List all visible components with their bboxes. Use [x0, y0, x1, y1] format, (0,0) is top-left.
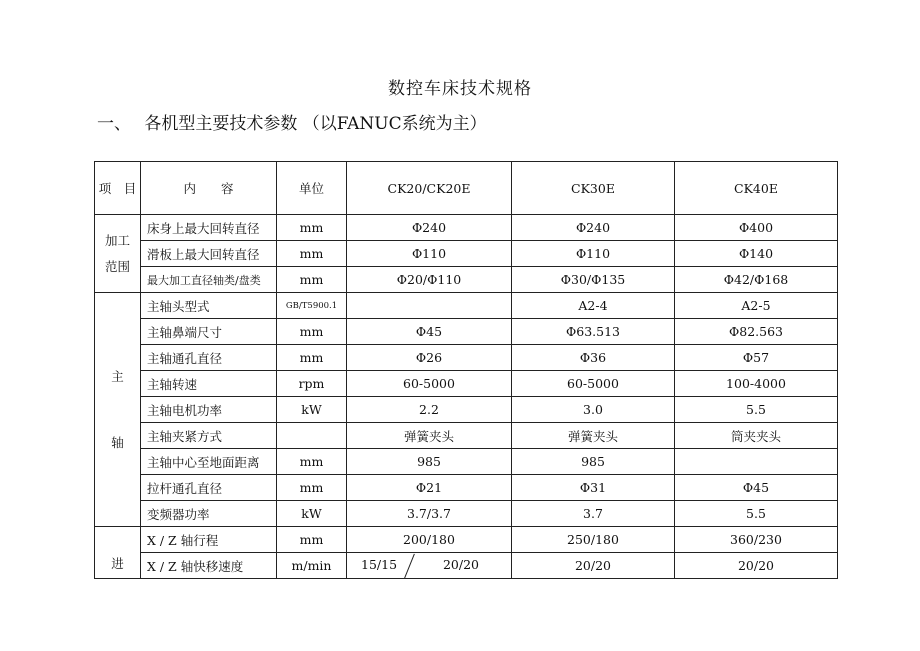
- group-spindle: [95, 293, 141, 527]
- table-row: [95, 267, 838, 293]
- table-row: [95, 319, 838, 345]
- row-unit: mm: [277, 319, 347, 345]
- table-row: [95, 345, 838, 371]
- row-unit: mm: [277, 215, 347, 241]
- cell-model-3: [675, 449, 838, 475]
- cell-model-1: Φ110: [347, 241, 512, 267]
- cell-model-2: 985: [512, 449, 675, 475]
- row-name: 变频器功率: [141, 501, 277, 527]
- row-name: X / Z 轴行程: [141, 527, 277, 553]
- cell-model-2: 3.0: [512, 397, 675, 423]
- row-name: 拉杆通孔直径: [141, 475, 277, 501]
- group-label: 轴: [111, 434, 124, 450]
- row-name: 主轴夹紧方式: [141, 423, 277, 449]
- cell-model-3: 筒夹夹头: [675, 423, 838, 449]
- cell-model-3: 20/20: [675, 553, 838, 579]
- header-item: 项 目: [95, 162, 141, 215]
- cell-model-3: 360/230: [675, 527, 838, 553]
- row-unit: rpm: [277, 371, 347, 397]
- table-row: [95, 423, 838, 449]
- cell-model-3: Φ140: [675, 241, 838, 267]
- row-unit: m/min: [277, 553, 347, 579]
- row-unit: mm: [277, 345, 347, 371]
- cell-model-2: Φ36: [512, 345, 675, 371]
- cell-model-3: Φ57: [675, 345, 838, 371]
- cell-model-1: 200/180: [347, 527, 512, 553]
- cell-model-1: Φ240: [347, 215, 512, 241]
- row-name: X / Z 轴快移速度: [141, 553, 277, 579]
- group-processing-range: [95, 215, 141, 293]
- cell-model-1: Φ45: [347, 319, 512, 345]
- section-heading: [97, 109, 495, 134]
- row-unit: GB/T5900.1: [277, 293, 347, 319]
- table-row: [95, 293, 838, 319]
- group-label: 加工: [104, 232, 130, 248]
- group-label: 主: [111, 368, 124, 384]
- row-unit: [277, 423, 347, 449]
- cell-value-right: 20/20: [442, 557, 479, 572]
- cell-model-3: Φ82.563: [675, 319, 838, 345]
- diagonal-divider: [404, 554, 415, 578]
- table-row: [95, 215, 838, 241]
- cell-model-2: 弹簧夹头: [512, 423, 675, 449]
- section-title: 各机型主要技术参数 （以FANUC系统为主）: [144, 114, 487, 134]
- document-title: 数控车床技术规格: [388, 79, 532, 99]
- header-content: 内 容: [141, 162, 277, 215]
- cell-value-left: 15/15: [361, 557, 398, 572]
- cell-model-1: 60-5000: [347, 371, 512, 397]
- row-name: 主轴头型式: [141, 293, 277, 319]
- cell-model-1: 弹簧夹头: [347, 423, 512, 449]
- header-row: [95, 162, 838, 215]
- table-row: [95, 449, 838, 475]
- row-unit: mm: [277, 449, 347, 475]
- row-name: 主轴通孔直径: [141, 345, 277, 371]
- cell-model-2: Φ63.513: [512, 319, 675, 345]
- row-unit: kW: [277, 501, 347, 527]
- row-name: 主轴电机功率: [141, 397, 277, 423]
- row-unit: mm: [277, 241, 347, 267]
- header-model-1: CK20/CK20E: [347, 162, 512, 215]
- group-label: 范围: [104, 258, 130, 274]
- cell-model-2: Φ240: [512, 215, 675, 241]
- table-row: [95, 501, 838, 527]
- table-row: [95, 553, 838, 579]
- row-unit: mm: [277, 527, 347, 553]
- cell-model-2: 20/20: [512, 553, 675, 579]
- row-name: 主轴转速: [141, 371, 277, 397]
- spec-table: [94, 161, 838, 579]
- cell-model-2: Φ110: [512, 241, 675, 267]
- cell-model-3: 5.5: [675, 397, 838, 423]
- cell-model-2: Φ31: [512, 475, 675, 501]
- cell-model-2: Φ30/Φ135: [512, 267, 675, 293]
- cell-model-1: Φ26: [347, 345, 512, 371]
- table-row: [95, 371, 838, 397]
- table-row: [95, 397, 838, 423]
- section-number: 一、: [97, 114, 131, 134]
- cell-model-3: Φ42/Φ168: [675, 267, 838, 293]
- cell-model-2: 250/180: [512, 527, 675, 553]
- table-row: [95, 527, 838, 553]
- cell-model-3: Φ45: [675, 475, 838, 501]
- row-name: 床身上最大回转直径: [141, 215, 277, 241]
- header-model-3: CK40E: [675, 162, 838, 215]
- cell-model-3: 100-4000: [675, 371, 838, 397]
- table-row: [95, 475, 838, 501]
- cell-model-1-split: [347, 553, 512, 579]
- cell-model-1: 3.7/3.7: [347, 501, 512, 527]
- group-label: 进: [111, 555, 124, 571]
- row-name: 最大加工直径轴类/盘类: [141, 267, 277, 293]
- cell-model-1: 2.2: [347, 397, 512, 423]
- cell-model-2: 3.7: [512, 501, 675, 527]
- row-name: 主轴中心至地面距离: [141, 449, 277, 475]
- cell-model-3: 5.5: [675, 501, 838, 527]
- row-unit: mm: [277, 267, 347, 293]
- row-unit: kW: [277, 397, 347, 423]
- cell-model-1: Φ21: [347, 475, 512, 501]
- cell-model-3: Φ400: [675, 215, 838, 241]
- cell-model-1: 985: [347, 449, 512, 475]
- cell-model-1: Φ20/Φ110: [347, 267, 512, 293]
- cell-model-1: [347, 293, 512, 319]
- group-feed: [95, 527, 141, 579]
- cell-model-2: A2-4: [512, 293, 675, 319]
- cell-model-2: 60-5000: [512, 371, 675, 397]
- table-row: [95, 241, 838, 267]
- header-model-2: CK30E: [512, 162, 675, 215]
- row-unit: mm: [277, 475, 347, 501]
- row-name: 滑板上最大回转直径: [141, 241, 277, 267]
- row-name: 主轴鼻端尺寸: [141, 319, 277, 345]
- header-unit: 单位: [277, 162, 347, 215]
- cell-model-3: A2-5: [675, 293, 838, 319]
